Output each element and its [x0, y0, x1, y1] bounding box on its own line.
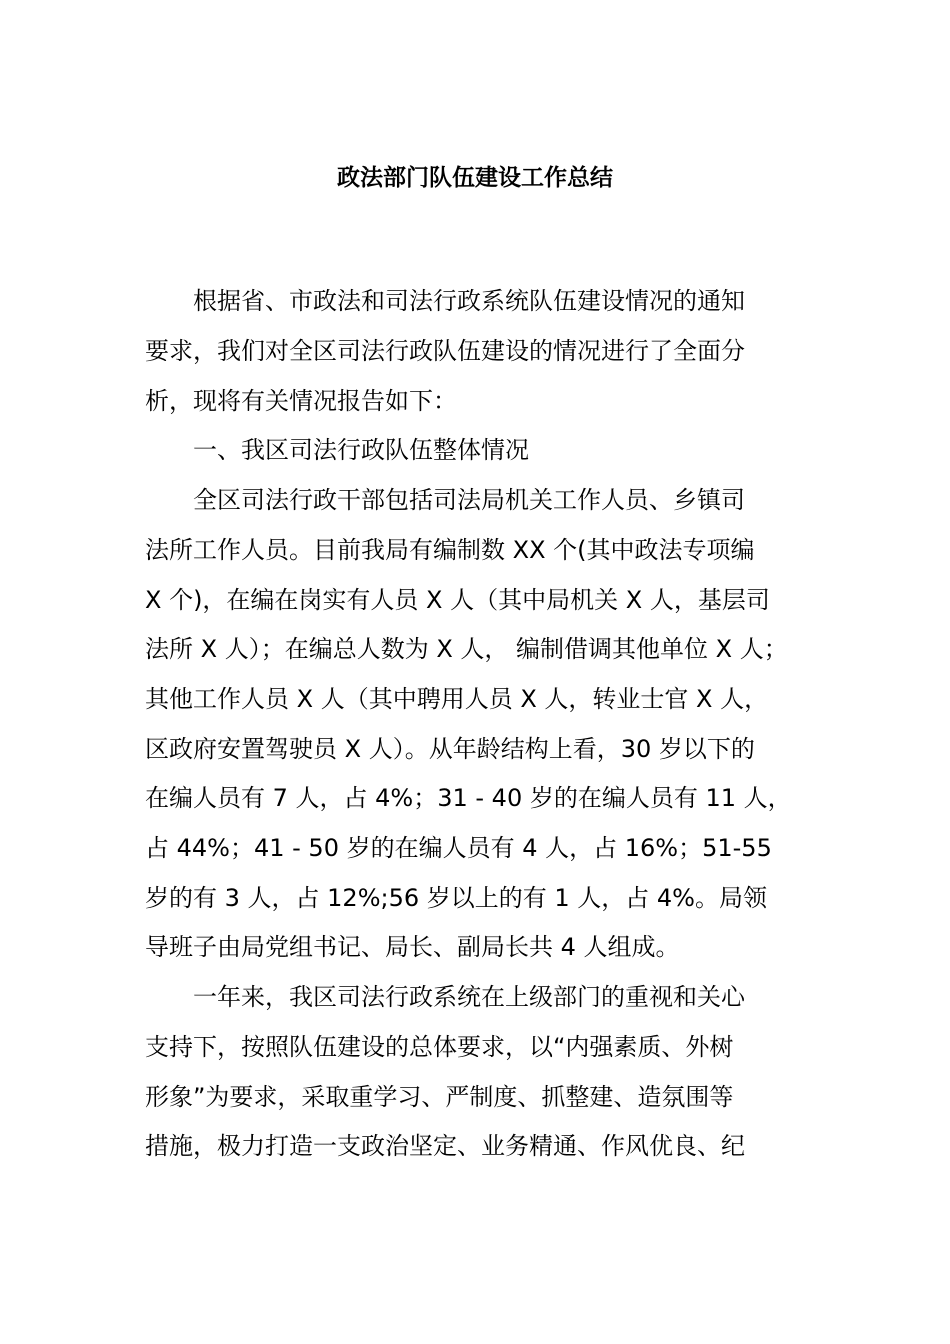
paragraph-line: 支持下，按照队伍建设的总体要求，以“内强素质、外树: [145, 1033, 734, 1061]
paragraph-line: 法所工作人员。目前我局有编制数 XX 个(其中政法专项编: [145, 536, 755, 564]
paragraph-line: 根据省、市政法和司法行政系统队伍建设情况的通知: [193, 287, 745, 315]
paragraph-line: 形象”为要求，采取重学习、严制度、抓整建、造氛围等: [145, 1083, 734, 1111]
paragraph-line: 法所 X 人）；在编总人数为 X 人， 编制借调其他单位 X 人；: [145, 635, 788, 663]
paragraph-line: 导班子由局党组书记、局长、副局长共 4 人组成。: [145, 933, 680, 961]
section-heading: 一、我区司法行政队伍整体情况: [193, 436, 529, 464]
paragraph-line: 全区司法行政干部包括司法局机关工作人员、乡镇司: [193, 486, 745, 514]
paragraph-line: 岁的有 3 人，占 12%;56 岁以上的有 1 人，占 4%。局领: [145, 884, 767, 912]
paragraph-line: 其他工作人员 X 人（其中聘用人员 X 人，转业士官 X 人，: [145, 685, 769, 713]
paragraph-line: 要求，我们对全区司法行政队伍建设的情况进行了全面分: [145, 337, 745, 365]
document-title: 政法部门队伍建设工作总结: [337, 165, 613, 191]
paragraph-line: 占 44%；41 - 50 岁的在编人员有 4 人，占 16%；51-55: [145, 834, 772, 862]
paragraph-line: 措施，极力打造一支政治坚定、业务精通、作风优良、纪: [145, 1132, 745, 1160]
paragraph-line: 一年来，我区司法行政系统在上级部门的重视和关心: [193, 983, 745, 1011]
paragraph-line: 析，现将有关情况报告如下：: [145, 387, 457, 415]
paragraph-line: 在编人员有 7 人，占 4%；31 - 40 岁的在编人员有 11 人，: [145, 784, 792, 812]
paragraph-line: X 个)，在编在岗实有人员 X 人（其中局机关 X 人，基层司: [145, 586, 770, 614]
paragraph-line: 区政府安置驾驶员 X 人）。从年龄结构上看，30 岁以下的: [145, 735, 755, 763]
